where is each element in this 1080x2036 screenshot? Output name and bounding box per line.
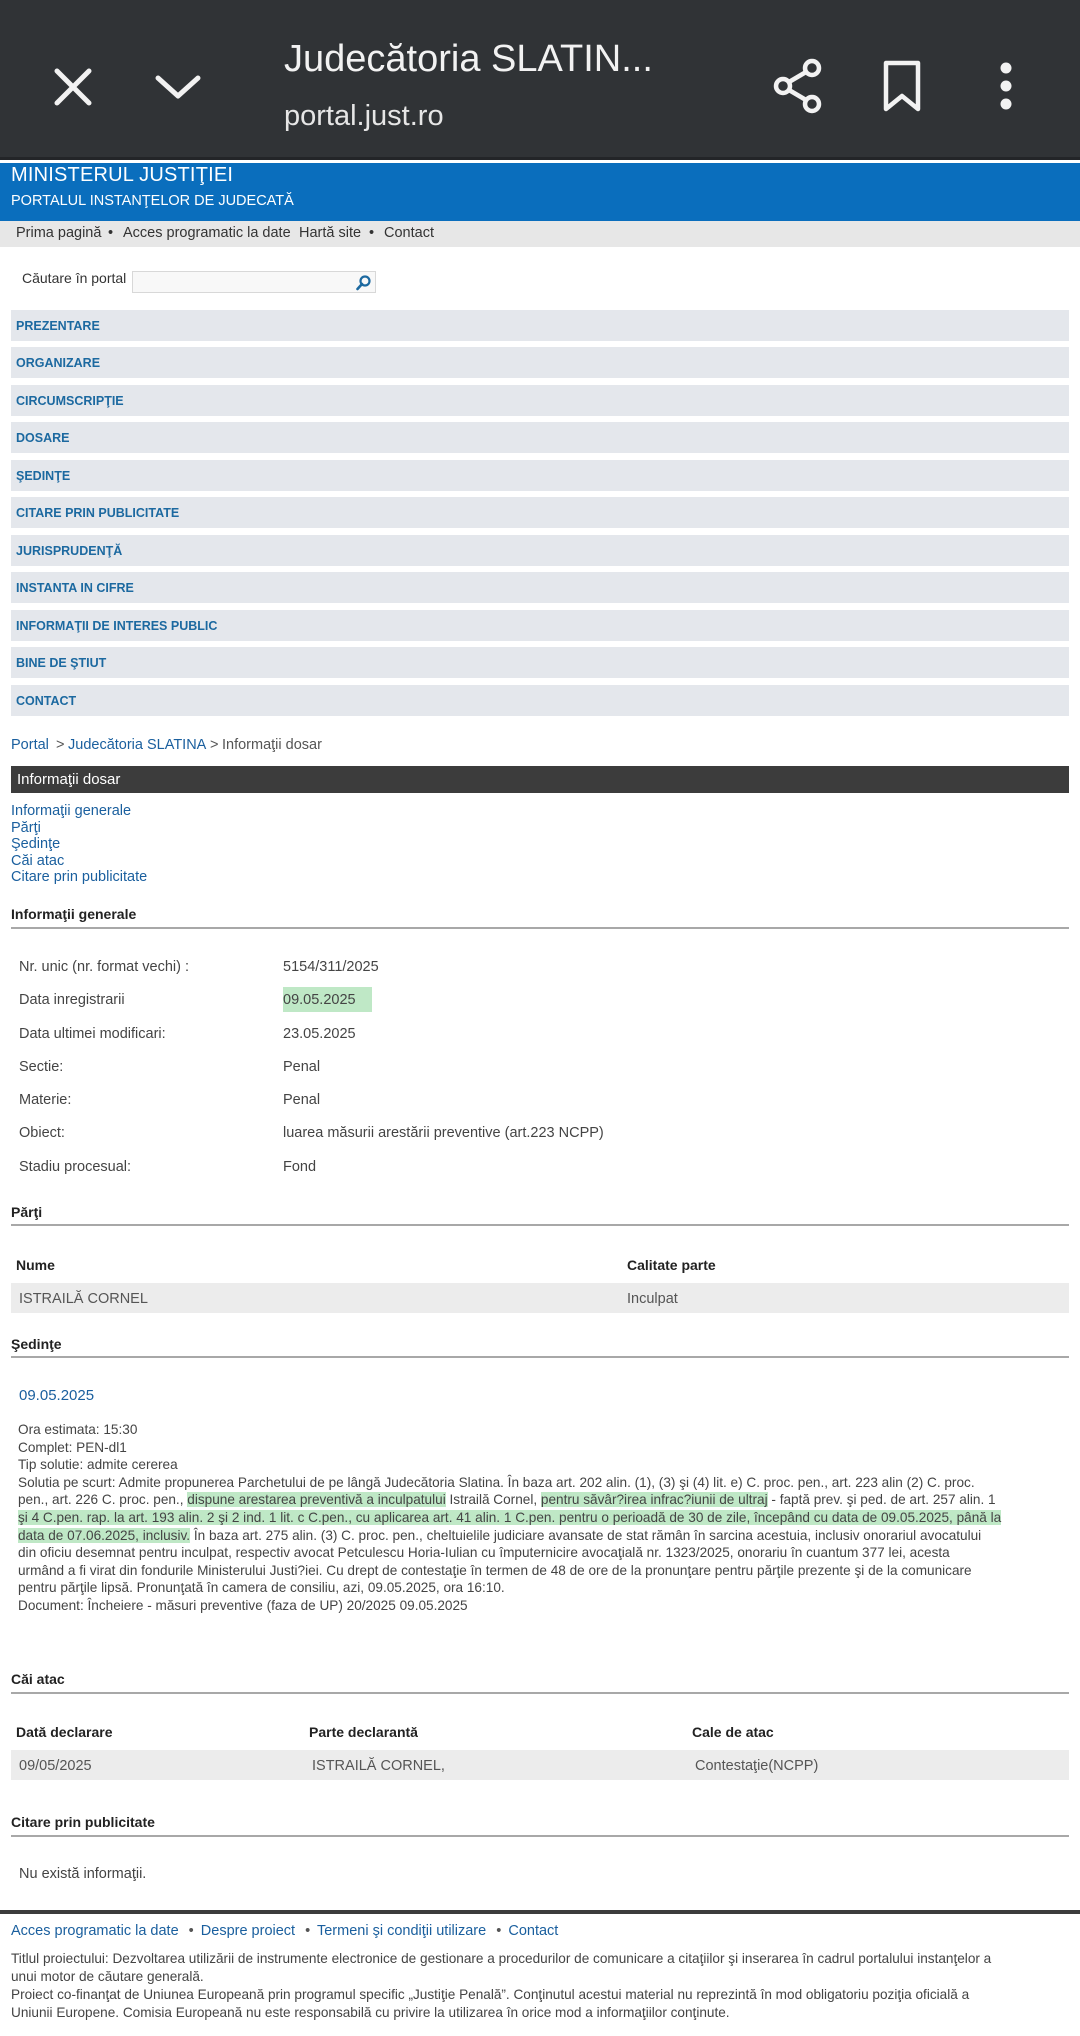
url-bar[interactable]: portal.just.ro [284,100,444,132]
search-label: Căutare în portal [22,270,127,286]
close-icon[interactable] [48,62,98,112]
link-informatii-generale[interactable]: Informaţii generale [11,803,132,819]
table-row [11,1283,1069,1313]
footer-link-termeni[interactable]: Termeni şi condiţii utilizare [316,1923,487,1939]
info-value: luarea măsurii arestării preventive (art.223 NCPP) [283,1125,604,1141]
general-heading: Informaţii generale [11,906,137,922]
party-role: Inculpat [627,1291,678,1307]
sedinte-heading: Şedinţe [11,1336,62,1352]
site-header [0,163,1080,221]
solution-line: pen., art. 226 C. proc. pen., dispune arestarea preventivă a inculpatului Istrailă Cornel, pentru săvâr?irea infrac?iunii de ultraj - faptă prev. şi ped. de art. 257 alin. 1 [18,1492,996,1508]
top-nav [0,221,1080,247]
solution-line: urmând a fi virat din fondurile Ministerului Justi?iei. Cu drept de contestaţie în termen de 48 de ore de la pronunţare pentru părţile prezente şi de la comunicare [18,1562,972,1578]
nav-api[interactable]: Acces programatic la date [123,225,291,241]
nav-separator: • [369,225,375,241]
info-value: 5154/311/2025 [283,959,379,975]
menu-prezentare[interactable]: PREZENTARE [11,310,1069,341]
site-subtitle: PORTALUL INSTANŢELOR DE JUDECATĂ [11,193,294,209]
site-title[interactable]: MINISTERUL JUSTIŢIEI [11,164,234,186]
info-label: Nr. unic (nr. format vechi) : [19,959,190,975]
menu-organizare[interactable]: ORGANIZARE [11,347,1069,378]
link-cai-atac[interactable]: Căi atac [11,852,65,869]
footer-separator: • [188,1923,194,1939]
menu-contact[interactable]: CONTACT [11,685,1069,716]
info-label: Sectie: [19,1059,64,1075]
solution-line: data de 07.06.2025, inclusiv. În baza art. 275 alin. (3) C. proc. pen., cheltuielile judiciare avansate de stat rămân în sarcina acestuia, inclusiv onorariul avocatului [18,1527,982,1543]
menu-instanta-cifre[interactable]: INSTANTA IN CIFRE [11,572,1069,603]
divider [11,1692,1069,1694]
bookmark-icon[interactable] [874,56,930,116]
breadcrumb-court[interactable]: Judecătoria SLATINA [68,737,207,753]
info-value: Penal [283,1059,321,1075]
divider [11,1356,1069,1358]
column-header: Nume [16,1257,55,1273]
footer-separator: • [496,1923,502,1939]
menu-citare[interactable]: CITARE PRIN PUBLICITATE [11,497,1069,528]
chevron-down-icon[interactable] [150,62,206,112]
solution-line: din oficiu desemnat pentru inculpat, respectiv avocat Petculescu Horia-Iulian cu împuternicire avocaţială nr. 1323/2025, onorariu în cuantum 377 lei, acesta [18,1545,950,1561]
share-icon[interactable] [768,56,828,116]
nav-contact[interactable]: Contact [384,225,434,241]
column-header: Parte declarantă [309,1724,418,1740]
nav-separator: • [108,225,114,241]
footer-line: Proiect co-finanţat de Uniunea Europeană prin programul specific „Justiţie Penală”. Conţinutul acestui material nu reprezintă în mod obligatoriu poziţia oficială a [11,1987,970,2002]
link-sedinte[interactable]: Şedinţe [11,836,61,852]
highlighted-text: pentru o perioadă de 30 de zile, începând cu data de 09.05.2025, până la [559,1509,1002,1525]
session-time: Ora estimata: 15:30 [18,1422,138,1437]
divider [11,1224,1069,1226]
search-icon[interactable] [355,274,373,292]
divider [11,927,1069,929]
cai-atac-heading: Căi atac [11,1671,65,1687]
footer-link-despre[interactable]: Despre proiect [200,1923,296,1939]
info-label: Data inregistrarii [19,992,125,1008]
section-links [11,803,147,886]
party-name: ISTRAILĂ CORNEL [19,1291,148,1307]
solution-line: şi 4 C.pen. rap. la art. 193 alin. 2 şi 2 ind. 1 lit. c C.pen., cu aplicarea art. 41 alin. 1 C.pen. pentru o perioadă de 30 de zile, începând cu data de 09.05.2025, până la [18,1509,1002,1525]
column-header: Dată declarare [16,1724,113,1740]
table-row [11,1750,1069,1780]
footer-line: Uniunii Europene. Comisia Europeană nu este responsabilă cu privire la utilizarea în orice mod a informaţiilor conţinute. [11,2005,730,2020]
divider [11,1835,1069,1837]
info-label: Obiect: [19,1125,65,1141]
appeal-date: 09/05/2025 [19,1758,92,1774]
menu-informatii-publice[interactable]: INFORMAŢII DE INTERES PUBLIC [11,610,1069,641]
column-header: Cale de atac [692,1724,774,1740]
info-label: Data ultimei modificari: [19,1026,166,1042]
info-label: Materie: [19,1092,72,1108]
highlighted-text: dispune arestarea preventivă a inculpatului [187,1492,446,1508]
footer-link-api[interactable]: Acces programatic la date [11,1923,179,1939]
page-title: Informaţii dosar [11,766,1069,793]
session-solution-type: Tip solutie: admite cererea [18,1457,178,1473]
breadcrumb-portal[interactable]: Portal [11,737,49,753]
info-value: 23.05.2025 [283,1026,356,1042]
nav-home[interactable]: Prima pagină [16,225,102,241]
footer-separator: • [305,1923,311,1939]
menu-dosare[interactable]: DOSARE [11,422,1069,453]
citare-empty: Nu există informaţii. [19,1866,147,1882]
link-parti[interactable]: Părţi [11,819,41,836]
tab-title: Judecătoria SLATIN... [284,38,653,80]
session-document: Document: Încheiere - măsuri preventive (faza de UP) 20/2025 09.05.2025 [18,1597,468,1613]
link-citare[interactable]: Citare prin publicitate [11,869,148,885]
footer-text [11,1950,1073,2022]
breadcrumb-separator: > [210,737,219,753]
solution-line: Solutia pe scurt: Admite propunerea Parchetului de pe lângă Judecătoria Slatina. În baza art. 202 alin. (1), (3) şi (4) lit. e) C. proc. pen., art. 223 alin (2) C. proc. [18,1474,975,1490]
session-panel: Complet: PEN-dl1 [18,1439,127,1455]
highlighted-text: data de 07.06.2025, inclusiv. [18,1527,191,1543]
breadcrumb-separator: > [56,737,65,753]
appeal-party: ISTRAILĂ CORNEL, [312,1758,445,1774]
session-date[interactable]: 09.05.2025 [19,1387,95,1404]
info-value: Penal [283,1092,321,1108]
nav-sitemap[interactable]: Hartă site [299,225,362,241]
session-details [18,1421,1068,1615]
footer-line: Titlul proiectului: Dezvoltarea utilizării de instrumente electronice de gestionare a procedurilor de comunicare a citaţiilor şi inserarea în cadrul portalului instanţelor a [11,1951,992,1966]
highlighted-text: pentru săvâr?irea infrac?iunii de ultraj [540,1492,768,1508]
solution-line: pentru părţile lipsă. Pronunţată în camera de consiliu, azi, 09.05.2025, ora 16:10. [18,1580,505,1596]
browser-toolbar [0,0,1080,160]
footer-link-contact[interactable]: Contact [508,1923,559,1939]
info-value-highlighted: 09.05.2025 [283,987,372,1012]
info-label: Stadiu procesual: [19,1159,132,1175]
menu-jurisprudenta[interactable]: JURISPRUDENŢĂ [11,535,1069,566]
breadcrumb-current: Informaţii dosar [222,737,322,753]
menu-bine-de-stiut[interactable]: BINE DE ŞTIUT [11,647,1069,678]
footer-links [11,1923,558,1939]
appeal-type: Contestaţie(NCPP) [695,1758,819,1774]
search-input[interactable] [132,271,376,293]
parti-heading: Părţi [11,1204,43,1220]
footer-line: unui motor de căutare generală. [11,1969,204,1984]
menu-sedinte[interactable]: ŞEDINŢE [11,460,1069,491]
more-icon[interactable] [984,56,1028,116]
footer-divider [0,1910,1080,1914]
menu-circumscriptie[interactable]: CIRCUMSCRIPŢIE [11,385,1069,416]
column-header: Calitate parte [627,1257,716,1273]
citare-heading: Citare prin publicitate [11,1814,155,1830]
info-value: Fond [283,1159,317,1175]
